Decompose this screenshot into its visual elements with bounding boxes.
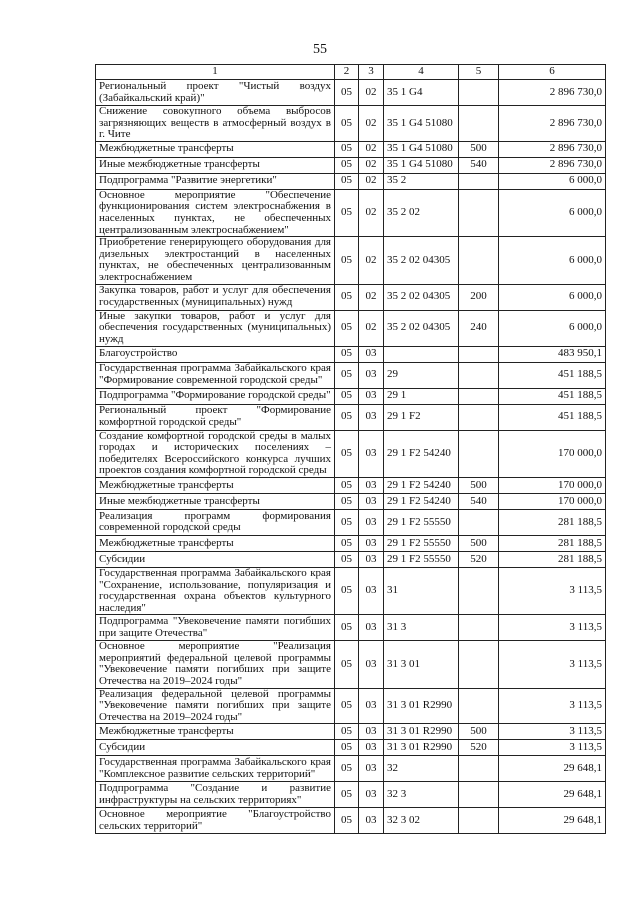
subsection-code: 03 [359,808,384,834]
subsection-code: 02 [359,189,384,236]
target-article-code: 31 3 01 [384,641,459,688]
column-header: 4 [384,65,459,80]
row-name: Межбюджетные трансферты [96,535,335,551]
table-row [96,346,606,362]
expense-type-code: 520 [459,551,499,567]
table-row [96,173,606,189]
table-row [96,808,606,834]
section-code: 05 [335,808,359,834]
subsection-code: 03 [359,615,384,641]
section-code: 05 [335,535,359,551]
section-code: 05 [335,756,359,782]
row-name: Субсидии [96,551,335,567]
table-row [96,724,606,740]
section-code: 05 [335,477,359,493]
target-article-code: 29 1 F2 55550 [384,535,459,551]
row-name: Реализация федеральной целевой программы "Увековечение памяти погибших при защите Отечества на 2019–2024 годы" [96,688,335,724]
target-article-code: 35 1 G4 51080 [384,157,459,173]
target-article-code: 35 2 02 04305 [384,237,459,284]
amount: 281 188,5 [499,551,606,567]
row-name: Благоустройство [96,346,335,362]
subsection-code: 02 [359,173,384,189]
section-code: 05 [335,551,359,567]
budget-table [95,64,606,834]
subsection-code: 03 [359,551,384,567]
target-article-code: 29 1 F2 54240 [384,477,459,493]
subsection-code: 03 [359,430,384,477]
target-article-code: 31 [384,567,459,614]
column-header: 5 [459,65,499,80]
subsection-code: 03 [359,477,384,493]
table-row [96,477,606,493]
section-code: 05 [335,106,359,142]
section-code: 05 [335,189,359,236]
section-code: 05 [335,782,359,808]
amount: 3 113,5 [499,688,606,724]
amount: 2 896 730,0 [499,141,606,157]
amount: 170 000,0 [499,430,606,477]
table-row [96,756,606,782]
expense-type-code [459,189,499,236]
subsection-code: 02 [359,157,384,173]
expense-type-code: 500 [459,141,499,157]
subsection-code: 03 [359,404,384,430]
expense-type-code [459,346,499,362]
table-row [96,641,606,688]
row-name: Субсидии [96,740,335,756]
target-article-code: 32 3 02 [384,808,459,834]
row-name: Подпрограмма "Развитие энергетики" [96,173,335,189]
subsection-code: 02 [359,310,384,346]
subsection-code: 03 [359,493,384,509]
row-name: Региональный проект "Чистый воздух (Забайкальский край)" [96,80,335,106]
target-article-code: 29 1 F2 55550 [384,509,459,535]
target-article-code: 35 2 [384,173,459,189]
subsection-code: 03 [359,567,384,614]
row-name: Иные межбюджетные трансферты [96,157,335,173]
amount: 3 113,5 [499,724,606,740]
subsection-code: 02 [359,237,384,284]
amount: 29 648,1 [499,756,606,782]
amount: 6 000,0 [499,173,606,189]
expense-type-code [459,808,499,834]
expense-type-code: 500 [459,535,499,551]
amount: 170 000,0 [499,477,606,493]
expense-type-code: 540 [459,157,499,173]
expense-type-code [459,509,499,535]
target-article-code: 35 1 G4 [384,80,459,106]
table-row [96,388,606,404]
target-article-code: 31 3 01 R2990 [384,724,459,740]
subsection-code: 03 [359,782,384,808]
expense-type-code [459,404,499,430]
amount: 6 000,0 [499,237,606,284]
section-code: 05 [335,567,359,614]
expense-type-code [459,615,499,641]
table-row [96,310,606,346]
column-header: 6 [499,65,606,80]
expense-type-code [459,782,499,808]
row-name: Межбюджетные трансферты [96,477,335,493]
target-article-code: 29 1 F2 54240 [384,430,459,477]
section-code: 05 [335,615,359,641]
subsection-code: 03 [359,535,384,551]
page-number: 55 [313,42,327,57]
target-article-code: 35 2 02 [384,189,459,236]
table-row [96,509,606,535]
target-article-code: 31 3 01 R2990 [384,688,459,724]
amount: 6 000,0 [499,310,606,346]
amount: 2 896 730,0 [499,106,606,142]
target-article-code: 32 3 [384,782,459,808]
table-row [96,141,606,157]
expense-type-code: 200 [459,284,499,310]
section-code: 05 [335,362,359,388]
table-row [96,157,606,173]
row-name: Основное мероприятие "Обеспечение функционирования систем электроснабжения в населенных пунктах, не обеспеченных централизованным электроснабжением" [96,189,335,236]
expense-type-code [459,756,499,782]
subsection-code: 02 [359,80,384,106]
column-header: 2 [335,65,359,80]
section-code: 05 [335,493,359,509]
expense-type-code [459,106,499,142]
row-name: Иные закупки товаров, работ и услуг для обеспечения государственных (муниципальных) нужд [96,310,335,346]
row-name: Межбюджетные трансферты [96,141,335,157]
table-row [96,430,606,477]
target-article-code: 29 1 F2 54240 [384,493,459,509]
row-name: Подпрограмма "Создание и развитие инфраструктуры на сельских территориях" [96,782,335,808]
section-code: 05 [335,141,359,157]
section-code: 05 [335,404,359,430]
amount: 451 188,5 [499,404,606,430]
amount: 3 113,5 [499,740,606,756]
amount: 29 648,1 [499,782,606,808]
target-article-code: 31 3 [384,615,459,641]
amount: 281 188,5 [499,535,606,551]
row-name: Государственная программа Забайкальского края "Сохранение, использование, популяризация и государственная охрана объектов культурного наследия" [96,567,335,614]
expense-type-code: 500 [459,477,499,493]
subsection-code: 02 [359,284,384,310]
subsection-code: 03 [359,509,384,535]
subsection-code: 03 [359,688,384,724]
amount: 3 113,5 [499,641,606,688]
section-code: 05 [335,173,359,189]
table-row [96,551,606,567]
amount: 451 188,5 [499,362,606,388]
row-name: Реализация программ формирования современной городской среды [96,509,335,535]
column-number-row [96,65,606,80]
target-article-code: 29 1 F2 [384,404,459,430]
table-row [96,362,606,388]
section-code: 05 [335,284,359,310]
expense-type-code [459,641,499,688]
amount: 6 000,0 [499,284,606,310]
table-row [96,493,606,509]
row-name: Снижение совокупного объема выбросов загрязняющих веществ в атмосферный воздух в г. Чите [96,106,335,142]
row-name: Межбюджетные трансферты [96,724,335,740]
section-code: 05 [335,509,359,535]
section-code: 05 [335,430,359,477]
table-row [96,404,606,430]
target-article-code: 35 2 02 04305 [384,284,459,310]
target-article-code: 29 [384,362,459,388]
row-name: Государственная программа Забайкальского края "Формирование современной городской среды" [96,362,335,388]
amount: 3 113,5 [499,567,606,614]
row-name: Региональный проект "Формирование комфортной городской среды" [96,404,335,430]
table-row [96,782,606,808]
table-row [96,106,606,142]
table-row [96,284,606,310]
table-row [96,615,606,641]
expense-type-code: 520 [459,740,499,756]
row-name: Подпрограмма "Увековечение памяти погибших при защите Отечества" [96,615,335,641]
target-article-code: 35 2 02 04305 [384,310,459,346]
amount: 29 648,1 [499,808,606,834]
expense-type-code: 240 [459,310,499,346]
target-article-code: 35 1 G4 51080 [384,141,459,157]
section-code: 05 [335,688,359,724]
amount: 483 950,1 [499,346,606,362]
expense-type-code [459,362,499,388]
target-article-code: 32 [384,756,459,782]
section-code: 05 [335,346,359,362]
section-code: 05 [335,157,359,173]
amount: 2 896 730,0 [499,157,606,173]
target-article-code: 29 1 [384,388,459,404]
table-row [96,189,606,236]
section-code: 05 [335,237,359,284]
subsection-code: 03 [359,346,384,362]
subsection-code: 02 [359,106,384,142]
row-name: Подпрограмма "Формирование городской среды" [96,388,335,404]
section-code: 05 [335,388,359,404]
subsection-code: 03 [359,724,384,740]
expense-type-code [459,688,499,724]
expense-type-code [459,237,499,284]
table-row [96,237,606,284]
table-row [96,535,606,551]
subsection-code: 03 [359,641,384,688]
expense-type-code [459,388,499,404]
table-row [96,688,606,724]
table-row [96,567,606,614]
expense-type-code: 500 [459,724,499,740]
table-row [96,740,606,756]
column-header: 1 [96,65,335,80]
section-code: 05 [335,724,359,740]
section-code: 05 [335,310,359,346]
target-article-code: 35 1 G4 51080 [384,106,459,142]
target-article-code: 29 1 F2 55550 [384,551,459,567]
subsection-code: 03 [359,740,384,756]
row-name: Приобретение генерирующего оборудования для дизельных электростанций в населенных пунктах, не обеспеченных централизованным электроснабжением [96,237,335,284]
section-code: 05 [335,740,359,756]
expense-type-code: 540 [459,493,499,509]
amount: 281 188,5 [499,509,606,535]
subsection-code: 03 [359,756,384,782]
row-name: Основное мероприятие "Реализация мероприятий федеральной целевой программы "Увековечение памяти погибших при защите Отечества на 2019–2024 годы" [96,641,335,688]
subsection-code: 03 [359,362,384,388]
amount: 6 000,0 [499,189,606,236]
row-name: Основное мероприятие "Благоустройство сельских территорий" [96,808,335,834]
amount: 451 188,5 [499,388,606,404]
column-header: 3 [359,65,384,80]
expense-type-code [459,173,499,189]
table-body [96,80,606,834]
target-article-code: 31 3 01 R2990 [384,740,459,756]
target-article-code [384,346,459,362]
amount: 170 000,0 [499,493,606,509]
expense-type-code [459,80,499,106]
section-code: 05 [335,641,359,688]
row-name: Государственная программа Забайкальского края "Комплексное развитие сельских территорий" [96,756,335,782]
table-row [96,80,606,106]
expense-type-code [459,430,499,477]
amount: 2 896 730,0 [499,80,606,106]
amount: 3 113,5 [499,615,606,641]
subsection-code: 03 [359,388,384,404]
subsection-code: 02 [359,141,384,157]
expense-type-code [459,567,499,614]
row-name: Иные межбюджетные трансферты [96,493,335,509]
row-name: Закупка товаров, работ и услуг для обеспечения государственных (муниципальных) нужд [96,284,335,310]
row-name: Создание комфортной городской среды в малых городах и исторических поселениях – победителях Всероссийского конкурса лучших проектов создания комфортной городской среды [96,430,335,477]
section-code: 05 [335,80,359,106]
